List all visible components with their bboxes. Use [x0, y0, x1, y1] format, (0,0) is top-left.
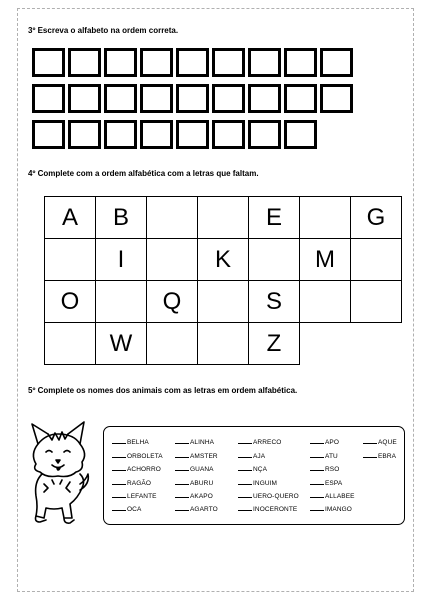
letter-box[interactable]: [284, 48, 317, 77]
letter-box[interactable]: [248, 84, 281, 113]
animal-word[interactable]: [175, 505, 218, 513]
grid-cell[interactable]: B: [96, 197, 147, 239]
blank-line[interactable]: [310, 438, 324, 444]
grid-row: [45, 323, 402, 365]
grid-cell[interactable]: O: [45, 281, 96, 323]
animal-word-text: ALLABEE: [325, 493, 355, 500]
animal-word-text: UERO-QUERO: [253, 493, 299, 500]
animal-word[interactable]: [175, 465, 214, 473]
animal-word-text: LEFANTE: [127, 493, 157, 500]
animal-word[interactable]: [310, 492, 355, 500]
grid-row: [45, 281, 402, 323]
grid-cell[interactable]: [96, 281, 147, 323]
letter-box[interactable]: [140, 48, 173, 77]
grid-cell[interactable]: I: [96, 239, 147, 281]
animal-word[interactable]: [112, 438, 149, 446]
animal-word-text: INOCERONTE: [253, 506, 298, 513]
blank-line[interactable]: [363, 452, 377, 458]
question-5-heading: 5º Complete os nomes dos animais com as letras em ordem alfabética.: [28, 386, 298, 395]
letter-box[interactable]: [176, 48, 209, 77]
grid-cell[interactable]: [198, 197, 249, 239]
animal-word-text: AGARTO: [190, 506, 218, 513]
blank-line[interactable]: [238, 452, 252, 458]
animal-word[interactable]: [238, 438, 281, 446]
animal-word[interactable]: [112, 492, 157, 500]
animal-word[interactable]: [175, 452, 218, 460]
animal-word-text: APO: [325, 439, 340, 446]
letter-box[interactable]: [104, 48, 137, 77]
animal-word[interactable]: [112, 479, 151, 487]
animal-word[interactable]: [175, 438, 214, 446]
animal-word-text: IMANGO: [325, 506, 352, 513]
letter-box[interactable]: [104, 120, 137, 149]
grid-cell[interactable]: [351, 281, 402, 323]
blank-line[interactable]: [175, 438, 189, 444]
grid-cell[interactable]: [300, 197, 351, 239]
grid-cell[interactable]: W: [96, 323, 147, 365]
grid-empty-space: [300, 323, 351, 365]
animal-word[interactable]: [112, 505, 141, 513]
blank-line[interactable]: [238, 492, 252, 498]
animal-word-text: AJA: [253, 453, 266, 460]
question-3-heading: 3º Escreva o alfabeto na ordem correta.: [28, 26, 179, 35]
animal-word-text: RAGÃO: [127, 480, 151, 487]
letter-box[interactable]: [32, 120, 65, 149]
blank-line[interactable]: [238, 465, 252, 471]
blank-line[interactable]: [175, 465, 189, 471]
animal-word-text: ARRECO: [253, 439, 282, 446]
grid-cell[interactable]: [351, 239, 402, 281]
animal-word[interactable]: [112, 465, 161, 473]
grid-cell[interactable]: [198, 281, 249, 323]
question-4-heading: 4º Complete com a ordem alfabética com a letras que faltam.: [28, 169, 259, 178]
letter-box-row-1: [32, 48, 353, 77]
letter-box[interactable]: [32, 84, 65, 113]
blank-line[interactable]: [175, 479, 189, 485]
grid-cell[interactable]: A: [45, 197, 96, 239]
animal-word-text: ATU: [325, 453, 338, 460]
animal-word-text: GUANA: [190, 466, 214, 473]
blank-line[interactable]: [310, 452, 324, 458]
letter-box[interactable]: [212, 120, 245, 149]
animal-word-text: ABURU: [190, 480, 214, 487]
blank-line[interactable]: [310, 465, 324, 471]
letter-box[interactable]: [32, 48, 65, 77]
letter-box[interactable]: [320, 48, 353, 77]
grid-cell[interactable]: G: [351, 197, 402, 239]
animal-word-text: AQUE: [378, 439, 397, 446]
grid-cell[interactable]: [147, 197, 198, 239]
letter-box[interactable]: [104, 84, 137, 113]
grid-cell[interactable]: [198, 323, 249, 365]
grid-cell[interactable]: Q: [147, 281, 198, 323]
letter-box-row-2: [32, 84, 353, 113]
letter-box[interactable]: [284, 120, 317, 149]
animal-word[interactable]: [175, 492, 213, 500]
grid-cell[interactable]: [249, 239, 300, 281]
blank-line[interactable]: [112, 479, 126, 485]
animal-word-text: INGUIM: [253, 480, 278, 487]
animal-word[interactable]: [363, 452, 396, 460]
animal-word[interactable]: [310, 465, 339, 473]
animal-word-text: NÇA: [253, 466, 268, 473]
grid-cell[interactable]: [147, 323, 198, 365]
animal-word[interactable]: [238, 505, 297, 513]
animal-word[interactable]: [310, 452, 338, 460]
letter-box[interactable]: [140, 84, 173, 113]
animal-word-text: ACHORRO: [127, 466, 161, 473]
grid-cell[interactable]: [45, 323, 96, 365]
animal-word-text: EBRA: [378, 453, 397, 460]
animal-word-text: ESPA: [325, 480, 343, 487]
grid-cell[interactable]: K: [198, 239, 249, 281]
letter-box[interactable]: [176, 84, 209, 113]
blank-line[interactable]: [175, 492, 189, 498]
animal-word-text: OCA: [127, 506, 142, 513]
letter-box[interactable]: [140, 120, 173, 149]
blank-line[interactable]: [238, 505, 252, 511]
letter-box[interactable]: [248, 48, 281, 77]
letter-box[interactable]: [68, 84, 101, 113]
blank-line[interactable]: [363, 438, 377, 444]
blank-line[interactable]: [112, 505, 126, 511]
blank-line[interactable]: [238, 479, 252, 485]
grid-empty-space: [351, 323, 402, 365]
letter-box[interactable]: [68, 48, 101, 77]
grid-cell[interactable]: S: [249, 281, 300, 323]
grid-cell[interactable]: [300, 281, 351, 323]
animal-word-text: BELHA: [127, 439, 149, 446]
letter-box[interactable]: [284, 84, 317, 113]
animal-word[interactable]: [310, 438, 339, 446]
dog-illustration-icon: [24, 418, 94, 528]
animal-word[interactable]: [310, 479, 342, 487]
blank-line[interactable]: [238, 438, 252, 444]
blank-line[interactable]: [112, 492, 126, 498]
grid-cell[interactable]: [45, 239, 96, 281]
blank-line[interactable]: [175, 505, 189, 511]
alphabet-grid: [44, 196, 402, 365]
letter-box[interactable]: [212, 48, 245, 77]
animal-word[interactable]: [238, 479, 277, 487]
letter-box[interactable]: [248, 120, 281, 149]
grid-cell[interactable]: [147, 239, 198, 281]
animal-word[interactable]: [363, 438, 397, 446]
letter-box-row-3: [32, 120, 317, 149]
animal-word-text: AMSTER: [190, 453, 218, 460]
animal-word[interactable]: [238, 452, 265, 460]
grid-cell[interactable]: M: [300, 239, 351, 281]
animal-word[interactable]: [238, 492, 299, 500]
letter-box[interactable]: [320, 84, 353, 113]
grid-row: [45, 197, 402, 239]
grid-row: [45, 239, 402, 281]
animal-words-box: [103, 426, 405, 525]
letter-box[interactable]: [176, 120, 209, 149]
animal-word-text: ALINHA: [190, 439, 215, 446]
animal-word-text: ORBOLETA: [127, 453, 163, 460]
blank-line[interactable]: [310, 492, 324, 498]
animal-word-text: AKAPO: [190, 493, 213, 500]
grid-cell[interactable]: Z: [249, 323, 300, 365]
blank-line[interactable]: [112, 438, 126, 444]
animal-word[interactable]: [175, 479, 213, 487]
blank-line[interactable]: [310, 479, 324, 485]
animal-word[interactable]: [112, 452, 163, 460]
blank-line[interactable]: [310, 505, 324, 511]
blank-line[interactable]: [112, 452, 126, 458]
animal-word[interactable]: [310, 505, 352, 513]
blank-line[interactable]: [112, 465, 126, 471]
letter-box[interactable]: [212, 84, 245, 113]
blank-line[interactable]: [175, 452, 189, 458]
animal-word[interactable]: [238, 465, 267, 473]
animal-word-text: RSO: [325, 466, 340, 473]
grid-cell[interactable]: E: [249, 197, 300, 239]
letter-box[interactable]: [68, 120, 101, 149]
